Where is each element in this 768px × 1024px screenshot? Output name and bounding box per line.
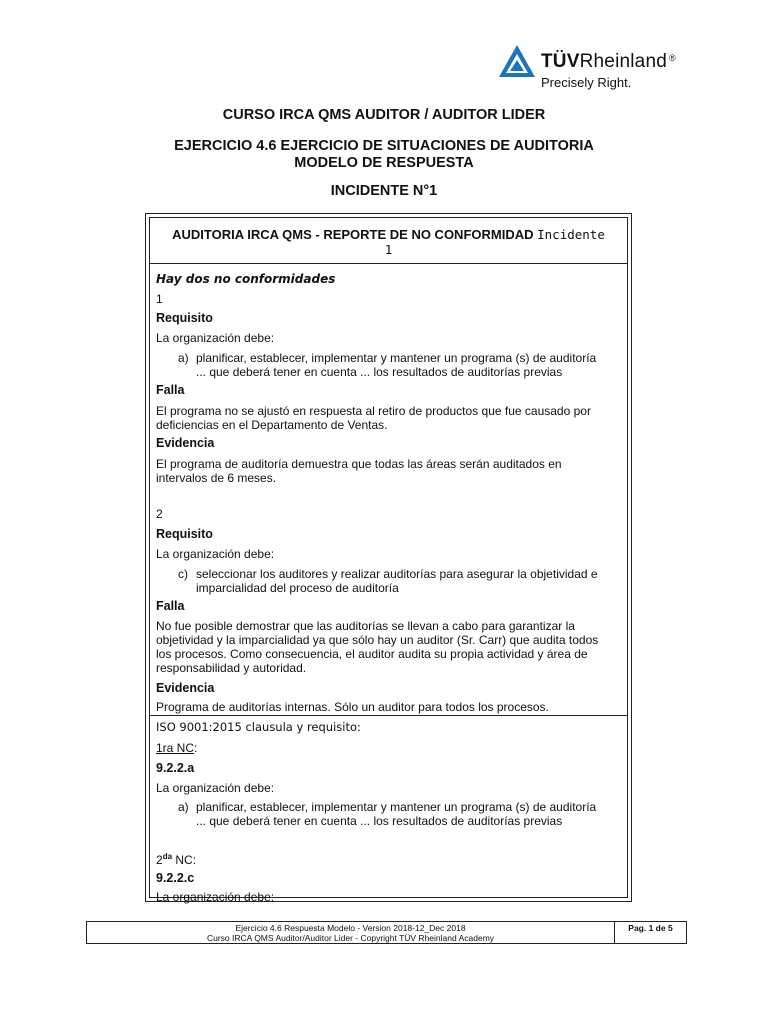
nonconformity-report-table: AUDITORIA IRCA QMS - REPORTE DE NO CONFORMIDAD Incidente 1 Hay dos no conformidades 1 Requisito La organización debe: a) planificar, establecer, implementar y mantener un programa (s) de auditoría ... que deberá tener en cuenta ... los resultados de auditorías previas Falla El programa no se ajustó en respuesta al retiro de productos que fue causado por deficiencias en el Departamento de Ventas. Evidencia El programa de auditoría demuestra que todas las áreas serán auditados en intervalos de 6 meses. 2 Requisito La organización debe: c) seleccionar los auditores y realizar auditorías para asegurar la objetividad e imparcialidad del proceso de auditoría Falla No fue posible demostrar que las auditorías se llevan a cabo para garantizar la objetividad y la imparcialidad ya que sólo hay un auditor (Sr. Carr) que audita todos los procesos. Como consecuencia, el auditor audita su propia actividad y área de responsabilidad y autoridad. Evidencia Programa de auditorías internas. Sólo un auditor para todos los procesos. ISO 9001:2015 clausula y requisito: 1ra NC: 9.2.2.a La organización debe: a) planificar, establecer, implementar y mantener un programa (s) de auditoría ... que deberá tener en cuenta ... los resultados de auditorías previas $2^{da}$ NC: 9.2.2.c La organización debe: — [145, 213, 632, 902]
requirement-text: La organización debe: — [156, 781, 275, 795]
nc-number: 1 — [156, 292, 163, 306]
report-title-cell: AUDITORIA IRCA QMS - REPORTE DE NO CONFORMIDAD Incidente 1 — [150, 218, 627, 264]
evidence-heading: Evidencia — [156, 681, 215, 695]
incident-title: INCIDENTE N°1 — [330, 183, 438, 199]
tuv-rheinland-logo — [498, 44, 688, 92]
requirement-text: La organización debe: — [156, 331, 275, 345]
page-number: Pag. 1 de 5 — [628, 923, 673, 933]
requirement-heading: Requisito — [156, 527, 213, 541]
evidence-text: El programa de auditoría demuestra que todas las áreas serán auditados en intervalos de 6 meses. — [156, 457, 562, 485]
brand-name: TÜVRheinland ® — [541, 51, 676, 72]
nc-number: 2 — [156, 507, 163, 521]
clause-intro: ISO 9001:2015 clausula y requisito: — [156, 720, 361, 734]
requirement-text: La organización debe: — [156, 547, 275, 561]
row-divider — [150, 715, 627, 716]
requirement-text: La organización debe: — [156, 890, 275, 904]
first-nc-clause: 9.2.2.a — [156, 761, 195, 775]
exercise-title: EJERCICIO 4.6 EJERCICIO DE SITUACIONES DE AUDITORIA MODELO DE RESPUESTA — [174, 138, 594, 171]
second-nc-label: $2^{da}$ NC: — [156, 852, 197, 867]
evidence-heading: Evidencia — [156, 436, 215, 450]
fault-text: El programa no se ajustó en respuesta al retiro de productos que fue causado por deficiencias en el Departamento de Ventas. — [156, 404, 591, 432]
fault-text: No fue posible demostrar que las auditorías se llevan a cabo para garantizar la objetividad y la imparcialidad ya que sólo hay un auditor (Sr. Carr) que audita todos los procesos. Como consecuencia, el auditor audita su propia actividad y área de responsabilidad y autoridad. — [156, 619, 599, 675]
brand-tagline: Precisely Right. — [541, 75, 632, 90]
second-nc-clause: 9.2.2.c — [156, 871, 195, 885]
page-footer — [86, 921, 687, 944]
footer-text: Ejercicio 4.6 Respuesta Modelo - Version 2018-12_Dec 2018 Curso IRCA QMS Auditor/Auditor Lider - Copyright TÜV Rheinland Academy — [87, 922, 615, 943]
requirement-heading: Requisito — [156, 311, 213, 325]
evidence-text: Programa de auditorías internas. Sólo un auditor para todos los procesos. — [156, 700, 549, 714]
fault-heading: Falla — [156, 383, 185, 397]
triangle-logo-icon — [498, 44, 536, 78]
first-nc-label: 1ra NC: — [156, 741, 198, 755]
course-title: CURSO IRCA QMS AUDITOR / AUDITOR LIDER — [222, 107, 546, 123]
report-intro: Hay dos no conformidades — [156, 272, 336, 286]
fault-heading: Falla — [156, 599, 185, 613]
